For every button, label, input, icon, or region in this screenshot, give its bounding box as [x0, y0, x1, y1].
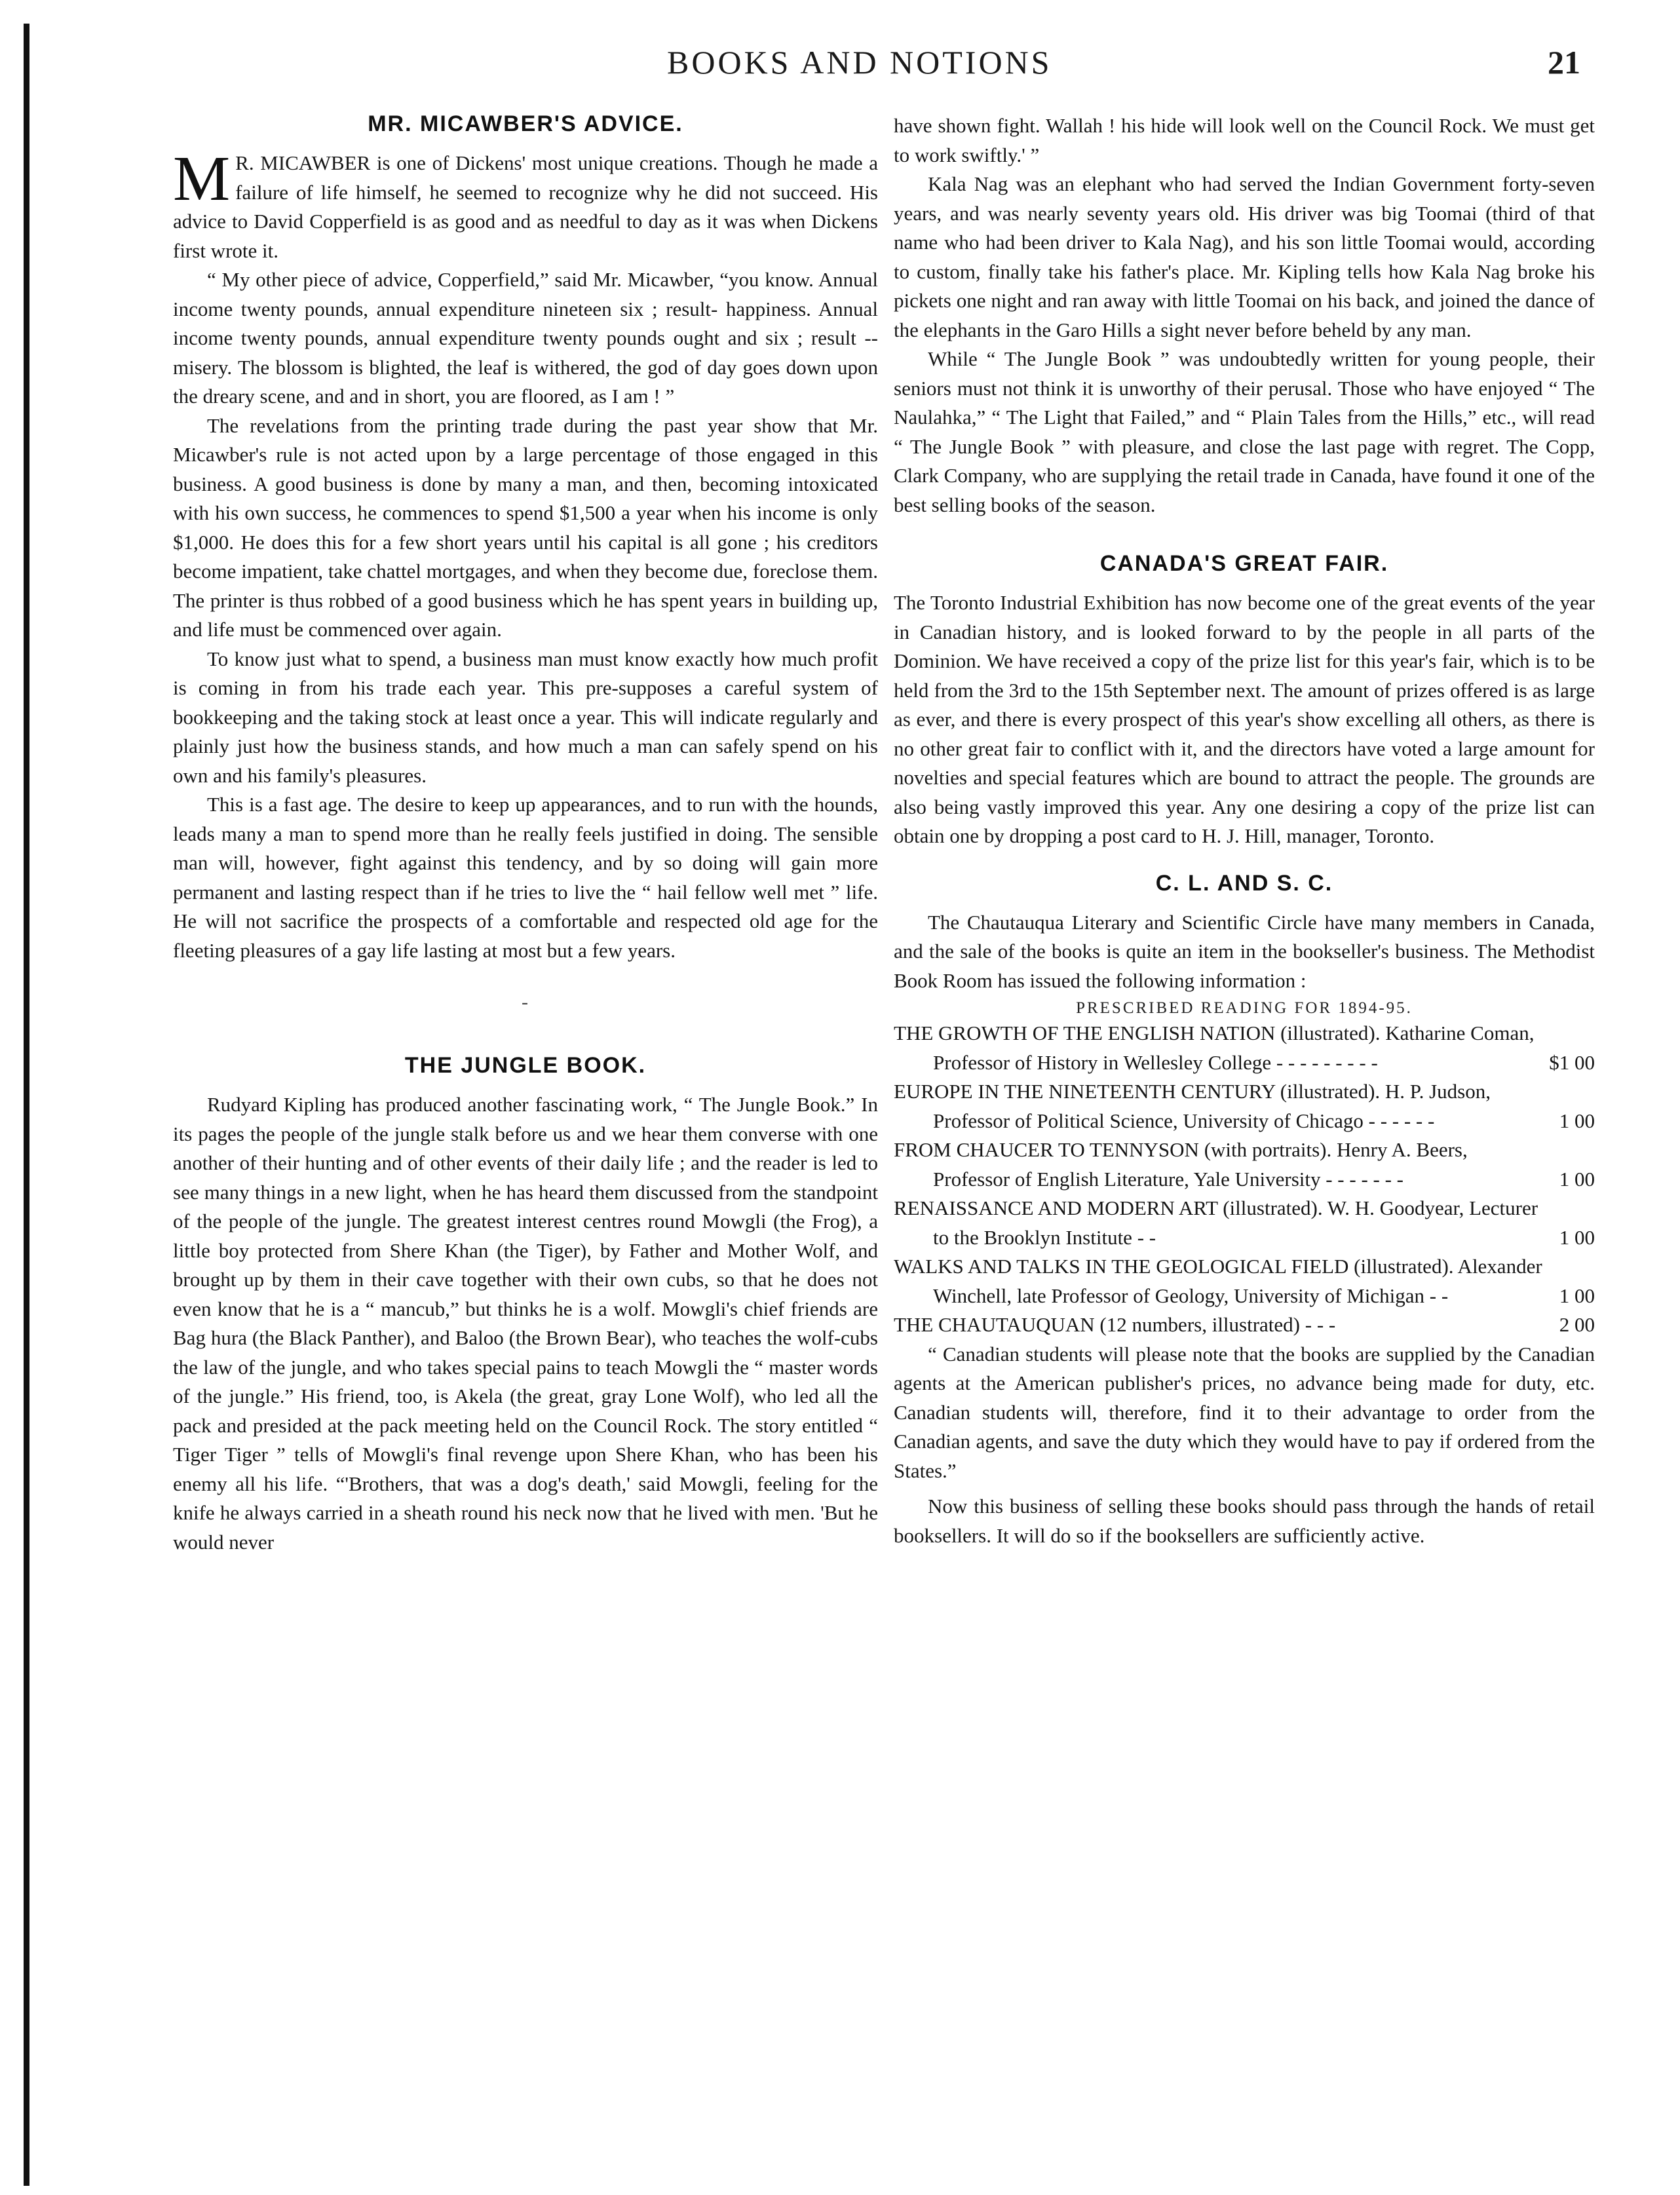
reading-list-item — [894, 1310, 1595, 1340]
cls-paragraph-3: Now this business of selling these books should pass through the hands of retail booksellers. It will do so if the booksellers are sufficiently active. — [894, 1495, 1595, 1547]
article-cls — [894, 871, 1595, 1551]
page-header — [0, 43, 1680, 89]
drop-cap: M — [173, 143, 231, 214]
reading-item-price: 1 00 — [1559, 1284, 1595, 1307]
right-column — [894, 111, 1595, 1550]
jungle-paragraph-1: Rudyard Kipling has produced another fascinating work, “ The Jungle Book.” In its pages the people of the jungle stalk before us and we hear them converse with one another of their hunting and of other events of their daily life ; and the reader is led to see many things in a new light, when he has heard them discussed from the standpoint of the people of the jungle. The greatest interest centres round Mowgli (the Frog), a little boy protected from Shere Khan (the Tiger), by Father and Mother Wolf, and brought up by them in their cave together with their own cubs, so that he does not even know that he is a “ mancub,” but thinks he is a wolf. Mowgli's chief friends are Bag hura (the Black Panther), and Baloo (the Brown Bear), who teaches the wolf-cubs the law of the jungle, and who takes special pains to teach Mowgli the “ master words of the jungle.” His friend, too, is Akela (the great, gray Lone Wolf), who led all the pack and presided at the pack meeting held on the Council Rock. The story entitled “ Tiger Tiger ” tells of Mowgli's final revenge upon Shere Khan, who has been his enemy all his life. “'Brothers, that was a dog's death,' said Mowgli, feeling for the knife he always carried in a sheath round his neck now that he lived with men. 'But he would never — [173, 1093, 878, 1554]
micawber-paragraph-5: This is a fast age. The desire to keep up appearances, and to run with the hounds, leads many a man to spend more than he really feels justified in doing. The sensible man will, however, fight against this tendency, and by so doing will gain more permanent and lasting respect than if he tries to live the “ hail fellow well met ” life. He will not sacrifice the prospects of a comfortable and respected old age for the fleeting pleasures of a gay life lasting at most but a few years. — [173, 793, 878, 962]
jungle-cont-paragraph-2: Kala Nag was an elephant who had served the Indian Government forty-seven years, and was nearly seventy years old. His driver was big Toomai (third of that name who had been driver to Kala Nag), and his son little Toomai would, according to custom, finally take his father's place. Mr. Kipling tells how Kala Nag broke his pickets one night and ran away with little Toomai on his back, and joined the dance of the elephants in the Garo Hills a sight never before beheld by any man. — [894, 172, 1595, 341]
article-title-cls: C. L. AND S. C. — [1155, 870, 1333, 896]
reading-item-text: RENAISSANCE AND MODERN ART (illustrated). W. H. Goodyear, Lecturer to the Brooklyn Institute - - — [894, 1196, 1538, 1249]
article-title-great-fair: CANADA'S GREAT FAIR. — [1099, 551, 1389, 576]
article-jungle-book — [173, 1053, 878, 1557]
reading-list-item — [894, 1019, 1595, 1077]
article-title-micawber: MR. MICAWBER'S ADVICE. — [368, 111, 683, 136]
reading-list-item — [894, 1077, 1595, 1136]
reading-list-item — [894, 1136, 1595, 1194]
article-jungle-book-continued — [894, 111, 1595, 520]
reading-item-price: 1 00 — [1559, 1167, 1595, 1191]
micawber-paragraph-1-text: R. MICAWBER is one of Dickens' most unique creations. Though he made a failure of life himself, he seemed to recognize why he did not succeed. His advice to David Copperfield is as good and as needful to day as it was when Dickens first wrote it. — [173, 151, 878, 262]
reading-list — [894, 1019, 1595, 1340]
cls-paragraph-2: “ Canadian students will please note that the books are supplied by the Canadian agents at the American publisher's prices, no advance being made for duty, etc. Canadian students will, therefore, find it to their advantage to order from the Canadian agents, and save the duty which they would have to pay if ordered from the States.” — [894, 1342, 1595, 1482]
jungle-cont-paragraph-1: have shown fight. Wallah ! his hide will look well on the Council Rock. We must get to work swiftly.' ” — [894, 114, 1595, 166]
jungle-cont-paragraph-3: While “ The Jungle Book ” was undoubtedly written for young people, their seniors must not think it is unworthy of their perusal. Those who have enjoyed “ The Naulahka,” “ The Light that Failed,” and “ Plain Tales from the Hills,” etc., will read “ The Jungle Book ” with pleasure, and close the last page with regret. The Copp, Clark Company, who are supplying the retail trade in Canada, have found it one of the best selling books of the season. — [894, 347, 1595, 516]
reading-item-text: FROM CHAUCER TO TENNYSON (with portraits). Henry A. Beers, Professor of English Literature, Yale University - - - - - - - — [894, 1138, 1468, 1191]
micawber-paragraph-4: To know just what to spend, a business man must know exactly how much profit is coming in from his trade each year. This pre-supposes a careful system of bookkeeping and the taking stock at least once a year. This will indicate regularly and plainly just how the business stands, and how much a man can safely spend on his own and his family's pleasures. — [173, 647, 878, 787]
article-canadas-great-fair — [894, 551, 1595, 851]
micawber-paragraph-2: “ My other piece of advice, Copperfield,” said Mr. Micawber, “you know. Annual income twenty pounds, annual expenditure nineteen six ; result- happiness. Annual income twenty pounds, annual expenditure twenty pounds ought and six ; result --misery. The blossom is blighted, the leaf is withered, the god of day goes down upon the dreary scene, and and in short, you are floored, as I am ! ” — [173, 268, 878, 408]
running-title: BOOKS AND NOTIONS — [667, 44, 1052, 81]
article-micawber — [173, 111, 878, 965]
reading-item-text: THE CHAUTAUQUAN (12 numbers, illustrated) - - - — [894, 1313, 1336, 1336]
fair-paragraph-1: The Toronto Industrial Exhibition has now become one of the great events of the year in Canadian history, and is looked forward to by the people in all parts of the Dominion. We have received a copy of the prize list for this year's fair, which is to be held from the 3rd to the 15th September next. The amount of prizes offered is as large as ever, and there is every prospect of this year's show excelling all others, as there is no other great fair to conflict with it, and the directors have voted a large amount for novelties and special features which are bound to attract the people. The grounds are also being vastly improved this year. Any one desiring a copy of the prize list can obtain one by dropping a post card to H. J. Hill, manager, Toronto. — [894, 591, 1595, 847]
left-column — [173, 111, 878, 1557]
page-number: 21 — [1548, 44, 1580, 81]
prescribed-reading-heading: PRESCRIBED READING FOR 1894-95. — [1076, 999, 1413, 1017]
section-divider: - — [522, 991, 529, 1013]
reading-item-price: 1 00 — [1559, 1225, 1595, 1249]
reading-list-item — [894, 1194, 1595, 1252]
reading-item-price: 1 00 — [1559, 1109, 1595, 1132]
reading-item-price: $1 00 — [1549, 1050, 1595, 1074]
reading-item-text: WALKS AND TALKS IN THE GEOLOGICAL FIELD (illustrated). Alexander Winchell, late Professor of Geology, University of Michigan - - — [894, 1255, 1542, 1307]
reading-item-text: EUROPE IN THE NINETEENTH CENTURY (illustrated). H. P. Judson, Professor of Political Science, University of Chicago - - - - - - — [894, 1080, 1491, 1132]
micawber-paragraph-1 — [173, 143, 878, 265]
reading-item-price: 2 00 — [1559, 1313, 1595, 1336]
micawber-paragraph-3: The revelations from the printing trade during the past year show that Mr. Micawber's rule is not acted upon by a large percentage of those engaged in this business. A good business is done by many a man, and then, becoming intoxicated with his own success, he commences to spend $1,500 a year when his income is only $1,000. He does this for a few short years until his capital is all gone ; his creditors become impatient, take chattel mortgages, and when they become due, foreclose them. The printer is thus robbed of a good business which he has spent years in building up, and life must be commenced over again. — [173, 413, 878, 641]
article-title-jungle-book: THE JUNGLE BOOK. — [404, 1053, 647, 1078]
page-edge-rule — [24, 24, 29, 2186]
cls-paragraph-1: The Chautauqua Literary and Scientific Circle have many members in Canada, and the sale of the books is quite an item in the bookseller's business. The Methodist Book Room has issued the following information : — [894, 910, 1595, 992]
reading-list-item — [894, 1252, 1595, 1310]
reading-item-text: THE GROWTH OF THE ENGLISH NATION (illustrated). Katharine Coman, Professor of History in Wellesley College - - - - - - - - - — [894, 1021, 1535, 1074]
